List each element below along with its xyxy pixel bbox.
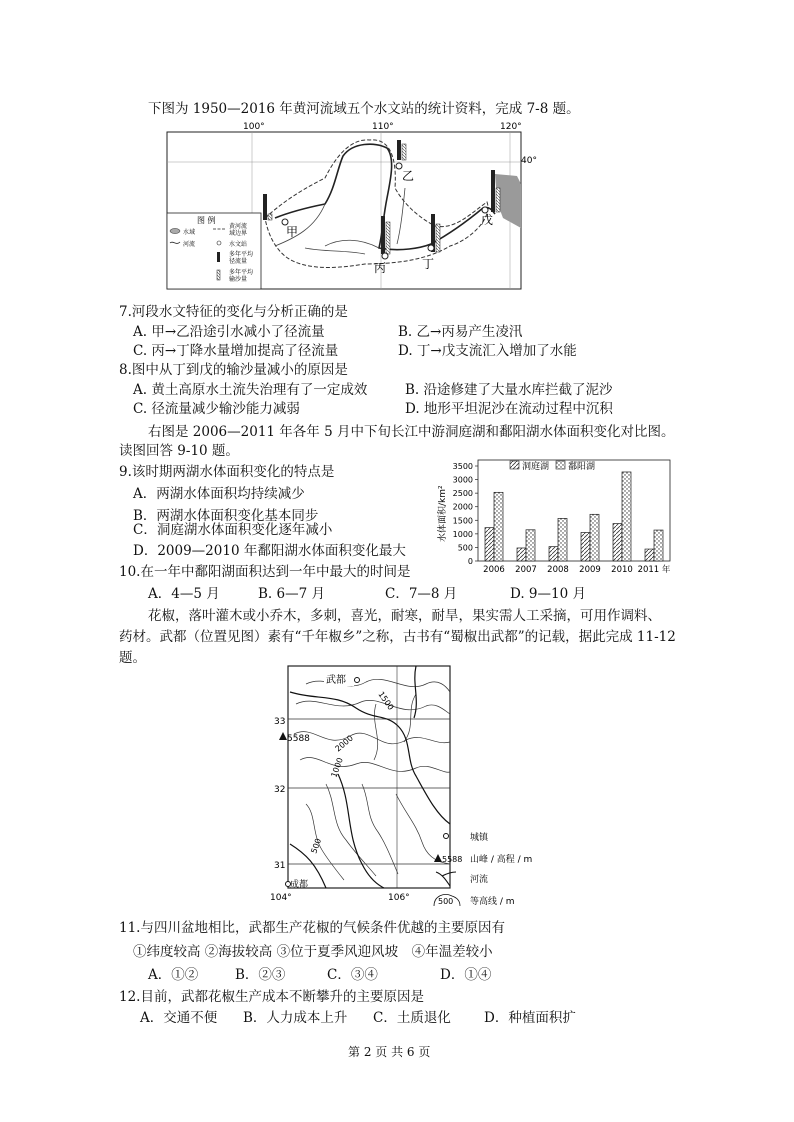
station-bing-label: 丙: [374, 261, 387, 275]
legend-dongting: 洞庭湖: [522, 462, 550, 472]
chart-bar-poyang: [590, 514, 599, 561]
q9-stem: 9.该时期两湖水体面积变化的特点是: [119, 464, 335, 480]
svg-text:水域: 水域: [183, 229, 196, 236]
station-jia-label: 甲: [286, 225, 299, 239]
chart-bar-dongting: [581, 533, 590, 562]
svg-text:河流: 河流: [470, 875, 489, 885]
q11-statements: ①纬度较高 ②海拔较高 ③位于夏季风迎风坡 ④年温差较小: [133, 944, 493, 960]
yellow-river-map: [165, 118, 543, 290]
intro-9-10-line1: 右图是 2006—2011 年各年 5 月中下旬长江中游洞庭湖和鄱阳湖水体面积变化对比图。: [148, 424, 675, 440]
chart-ytick-label: 3500: [452, 462, 473, 471]
contour-2000-label: 2000: [333, 733, 355, 754]
chart-bar-dongting: [645, 549, 654, 561]
peak-triangle-icon: [279, 732, 287, 740]
chart-xtick-label: 2011 年: [637, 565, 671, 575]
legend-poyang: 鄱阳湖: [568, 462, 596, 472]
chart-xtick-label: 2006: [483, 565, 505, 575]
svg-text:等高线 / m: 等高线 / m: [470, 897, 515, 907]
chart-legend: [510, 460, 595, 472]
wudu-town-marker: [355, 678, 360, 683]
q12-option-d[interactable]: D．种植面积扩: [484, 1010, 576, 1026]
svg-text:山峰 / 高程 / m: 山峰 / 高程 / m: [470, 855, 533, 865]
peak-label: 5588: [287, 734, 310, 744]
q7-option-d[interactable]: D. 丁→戊支流汇入增加了水能: [398, 343, 577, 359]
lat-31-label: 31: [274, 861, 286, 871]
station-yi-label: 乙: [402, 169, 415, 183]
station-yi-runoff-bar: [397, 140, 401, 160]
q11-option-b[interactable]: B．②③: [235, 967, 286, 983]
q12-option-c[interactable]: C．土质退化: [373, 1010, 451, 1026]
intro-11-12-line3: 题。: [119, 650, 146, 666]
wudu-topo-map: [266, 664, 546, 908]
intro-11-12-line1: 花椒，落叶灌木或小乔木，多刺，喜光，耐寒，耐旱，果实需人工采摘，可用作调料、: [148, 608, 661, 624]
svg-text:500: 500: [438, 897, 454, 906]
page-footer: 第 2 页 共 6 页: [348, 1045, 431, 1059]
chart-frame: [478, 460, 670, 561]
chengdu-label: 成都: [290, 880, 309, 890]
station-wu-label: 戊: [481, 213, 494, 227]
svg-text:水文站: 水文站: [229, 241, 248, 248]
station-bing-runoff-bar: [381, 216, 385, 254]
q7-option-b[interactable]: B. 乙→丙易产生凌汛: [398, 324, 523, 340]
station-ding-label: 丁: [422, 257, 435, 271]
q11-option-a[interactable]: A．①②: [148, 967, 199, 983]
q10-option-d[interactable]: D. 9—10 月: [510, 586, 586, 602]
svg-text:径流量: 径流量: [229, 258, 248, 265]
legend-town-icon: [444, 834, 449, 839]
lon-120-label: 120°: [500, 122, 522, 132]
chart-bar-poyang: [558, 518, 567, 561]
q8-option-b[interactable]: B. 沿途修建了大量水库拦截了泥沙: [405, 382, 613, 398]
chart-ytick-label: 3000: [452, 475, 473, 485]
chart-ytick-label: 1500: [452, 516, 473, 526]
q12-option-b[interactable]: B．人力成本上升: [243, 1010, 348, 1026]
contour-1500-label: 1500: [376, 689, 396, 712]
q11-stem: 11.与四川盆地相比，武都生产花椒的气候条件优越的主要原因有: [119, 920, 505, 936]
chart-ytick-label: 500: [457, 543, 473, 553]
contour-500-label: 500: [309, 837, 324, 855]
svg-text:城镇: 城镇: [470, 833, 489, 843]
q9-option-c-visible[interactable]: C．洞庭湖水体面积变化逐年减小: [133, 522, 333, 538]
chart-bar-dongting: [485, 528, 494, 561]
svg-text:5588: 5588: [442, 855, 463, 864]
lat-33-label: 33: [274, 717, 286, 727]
lon-106-label: 106°: [388, 893, 410, 903]
q7-stem: 7.河段水文特征的变化与分析正确的是: [119, 304, 348, 320]
q9-option-d[interactable]: D．2009—2010 年鄱阳湖水体面积变化最大: [133, 543, 406, 559]
lat-32-label: 32: [274, 785, 286, 795]
intro-7-8: 下图为 1950—2016 年黄河流域五个水文站的统计资料，完成 7-8 题。: [148, 101, 580, 117]
station-jia-runoff-bar: [263, 194, 267, 220]
chart-bar-poyang: [654, 530, 663, 561]
chart-bar-dongting: [549, 547, 558, 561]
q9-option-a[interactable]: A．两湖水体面积均持续减少: [133, 486, 305, 502]
chart-xtick-label: 2010: [611, 565, 633, 575]
svg-text:域边界: 域边界: [229, 230, 248, 237]
q9-option-b[interactable]: B．两湖水体面积变化基本同步: [133, 508, 319, 524]
chart-ytick-label: 0: [467, 557, 473, 566]
q10-option-c[interactable]: C．7—8 月: [385, 586, 458, 602]
q10-option-b[interactable]: B. 6—7 月: [258, 586, 325, 602]
lon-104-label: 104°: [270, 893, 292, 903]
wudu-label: 武都: [326, 675, 346, 686]
intro-11-12-line2: 药材。武都（位置见图）素有“千年椒乡”之称，古书有“蜀椒出武都”的记载，据此完成 11-12: [119, 629, 676, 645]
chart-ylabel: 水体面积/km²: [438, 485, 448, 542]
intro-9-10-line2: 读图回答 9-10 题。: [119, 443, 239, 459]
q11-option-d[interactable]: D．①④: [440, 967, 492, 983]
chart-bar-poyang: [494, 492, 503, 561]
q12-option-a[interactable]: A．交通不便: [140, 1010, 218, 1026]
svg-text:河流: 河流: [183, 241, 196, 248]
chart-xtick-label: 2009: [579, 565, 601, 575]
lake-area-bar-chart: [432, 454, 680, 578]
contour-1000-label: 1000: [329, 756, 345, 779]
station-wu-runoff-bar: [491, 170, 495, 212]
chart-bar-dongting: [517, 548, 526, 561]
chart-xtick-label: 2007: [515, 565, 537, 575]
chart-ytick-label: 1000: [452, 529, 473, 539]
chart-bar-poyang: [526, 530, 535, 561]
q12-stem: 12.目前，武都花椒生产成本不断攀升的主要原因是: [119, 989, 424, 1005]
chart-ytick-label: 2000: [452, 502, 473, 512]
chart-bar-poyang: [622, 472, 631, 561]
svg-text:多年平均: 多年平均: [229, 269, 254, 276]
svg-text:黄河流: 黄河流: [229, 223, 248, 230]
chart-xtick-label: 2008: [547, 565, 569, 575]
chart-ytick-label: 2500: [452, 489, 473, 499]
q7-option-a[interactable]: A. 甲→乙沿途引水减小了径流量: [133, 324, 325, 340]
q11-option-c[interactable]: C．③④: [327, 967, 378, 983]
lat-40-label: 40°: [521, 156, 537, 166]
q8-option-a[interactable]: A. 黄土高原水土流失治理有了一定成效: [133, 382, 368, 398]
chart-bar-dongting: [613, 524, 622, 561]
q7-option-c[interactable]: C. 丙→丁降水量增加提高了径流量: [133, 343, 339, 359]
svg-text:多年平均: 多年平均: [229, 251, 254, 258]
q8-option-c[interactable]: C. 径流量减少输沙能力减弱: [133, 401, 300, 417]
q8-stem: 8.图中从丁到戊的输沙量减小的原因是: [119, 362, 348, 378]
lon-110-label: 110°: [372, 122, 394, 132]
lon-100-label: 100°: [243, 122, 265, 132]
map1-legend-title: 图 例: [197, 216, 216, 225]
svg-text:输沙量: 输沙量: [229, 276, 248, 283]
q8-option-d[interactable]: D. 地形平坦泥沙在流动过程中沉积: [405, 401, 613, 417]
map1-legend: [167, 213, 261, 289]
basin-boundary: [265, 140, 488, 268]
q10-option-a[interactable]: A．4—5 月: [148, 586, 220, 602]
q10-stem: 10.在一年中鄱阳湖面积达到一年中最大的时间是: [119, 564, 411, 580]
